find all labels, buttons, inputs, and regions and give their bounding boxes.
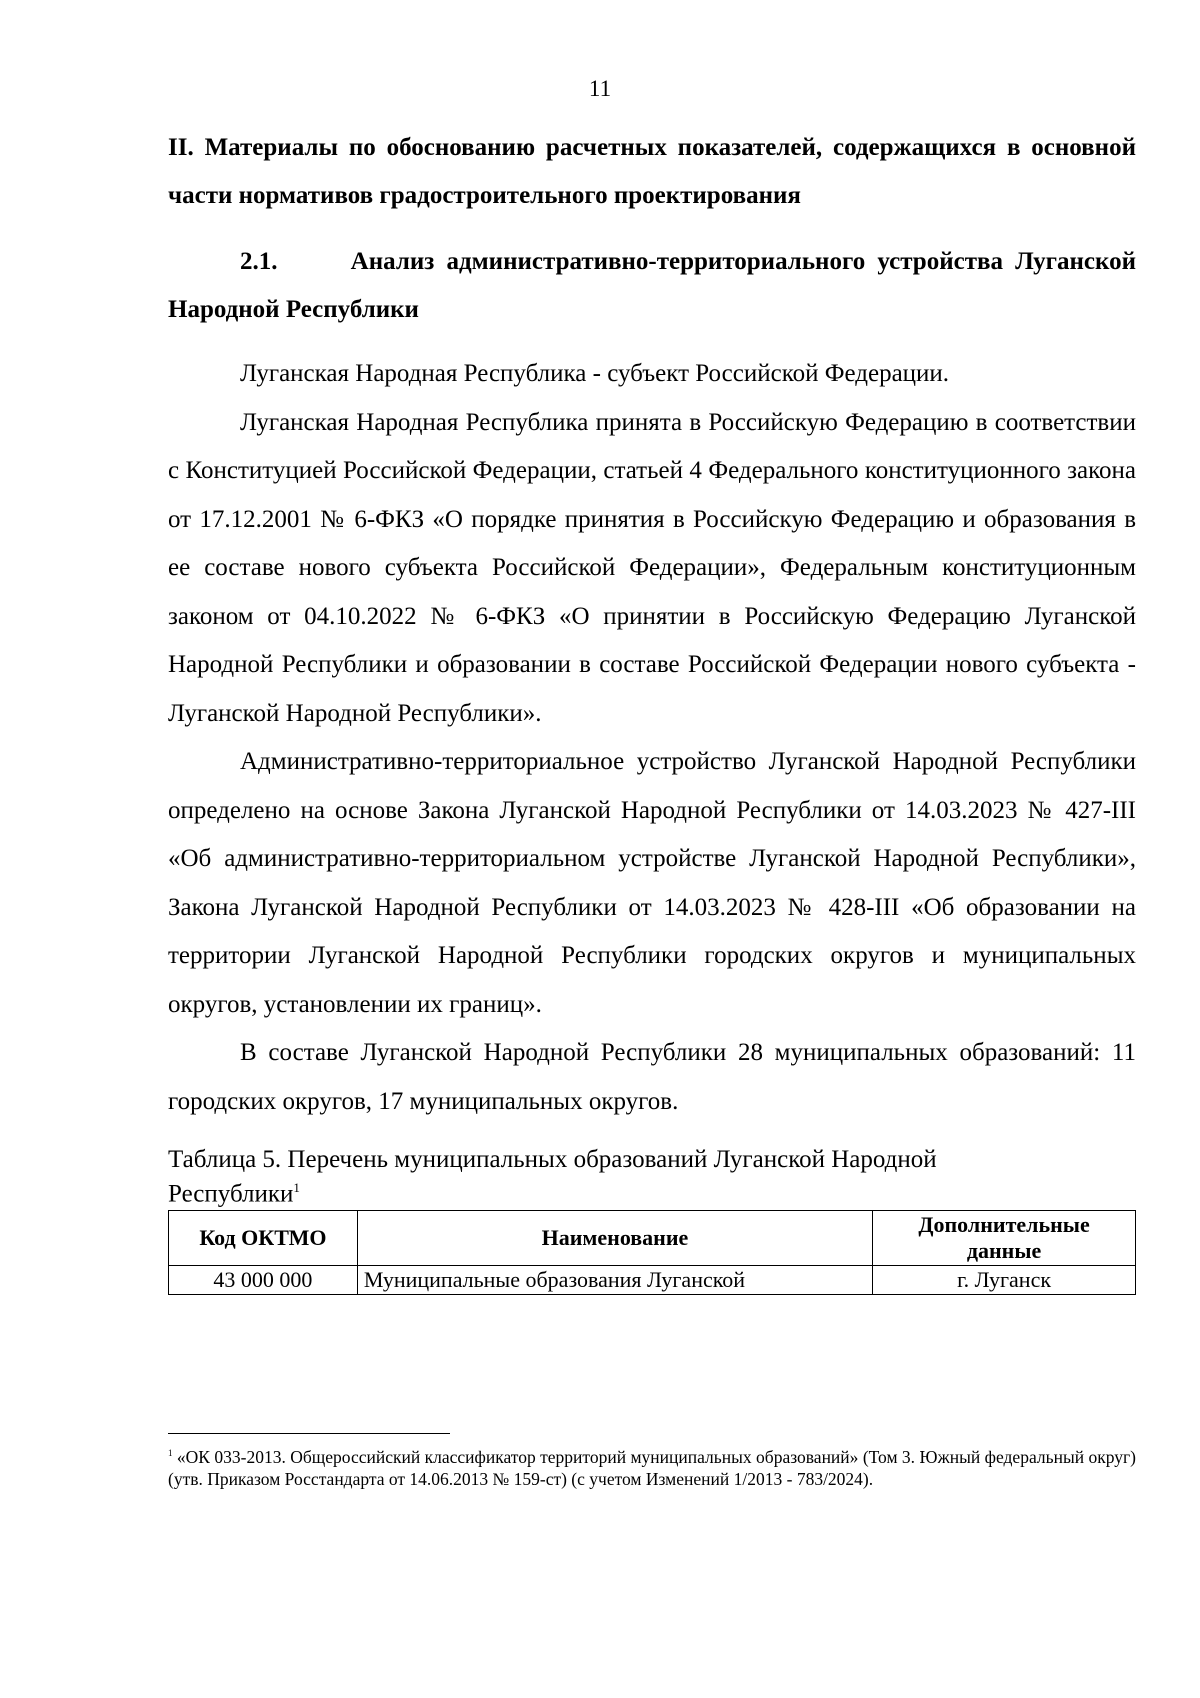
page-number: 11 [588, 76, 612, 101]
footnote-marker: 1 [168, 1448, 173, 1458]
subsection-title: Анализ административно-территориального устройства Луганской Народной Республики [168, 248, 1137, 323]
document-body [168, 124, 1136, 1295]
cell-extra: г. Луганск [873, 1266, 1136, 1295]
column-header-extra: Дополнительные данные [873, 1211, 1136, 1266]
footnote [168, 1442, 1136, 1490]
cell-oktmo: 43 000 000 [169, 1266, 358, 1295]
paragraph-2: Луганская Народная Республика принята в Российскую Федерацию в соответствии с Конституцией Российской Федерации, статьей 4 Федерального конституционного закона от 17.12.2001 № 6-ФКЗ «О порядке принятия в Российскую Федерацию и образования в ее составе нового субъекта Российской Федерации», Федеральным конституционным законом от 04.10.2022 № 6-ФКЗ «О принятии в Российскую Федерацию Луганской Народной Республики и образовании в составе Российской Федерации нового субъекта - Луганской Народной Республики». [168, 408, 1136, 727]
subsection-heading [168, 238, 1136, 334]
footnote-separator [168, 1433, 450, 1434]
cell-name: Муниципальные образования Луганской [357, 1266, 872, 1295]
municipalities-table [168, 1210, 1136, 1295]
column-header-oktmo: Код ОКТМО [169, 1211, 358, 1266]
table-caption-text: Таблица 5. Перечень муниципальных образований Луганской Народной Республики [168, 1146, 937, 1208]
table-row [169, 1266, 1136, 1295]
column-header-name: Наименование [357, 1211, 872, 1266]
subsection-number: 2.1. [240, 248, 278, 275]
paragraph-4: В составе Луганской Народной Республики 28 муниципальных образований: 11 городских округов, 17 муниципальных округов. [168, 1039, 1136, 1115]
footnote-text: «ОК 033-2013. Общероссийский классификатор территорий муниципальных образований» (Том 3. Южный федеральный округ) (утв. Приказом Росстандарта от 14.06.2013 № 159-ст) (с учетом Изменений 1/2013 - 783/2024). [168, 1446, 1137, 1489]
table-header-row [169, 1211, 1136, 1266]
paragraph-1: Луганская Народная Республика - субъект Российской Федерации. [240, 360, 950, 387]
table-caption [168, 1146, 1068, 1208]
paragraph-3: Административно-территориальное устройство Луганской Народной Республики определено на основе Закона Луганской Народной Республики от 14.03.2023 № 427-III «Об административно-территориальном устройстве Луганской Народной Республики», Закона Луганской Народной Республики от 14.03.2023 № 428-III «Об образовании на территории Луганской Народной Республики городских округов и муниципальных округов, установлении их границ». [168, 748, 1136, 1018]
footnote-reference: 1 [293, 1180, 300, 1195]
section-heading: II. Материалы по обоснованию расчетных показателей, содержащихся в основной части нормативов градостроительного проектирования [168, 134, 1136, 209]
